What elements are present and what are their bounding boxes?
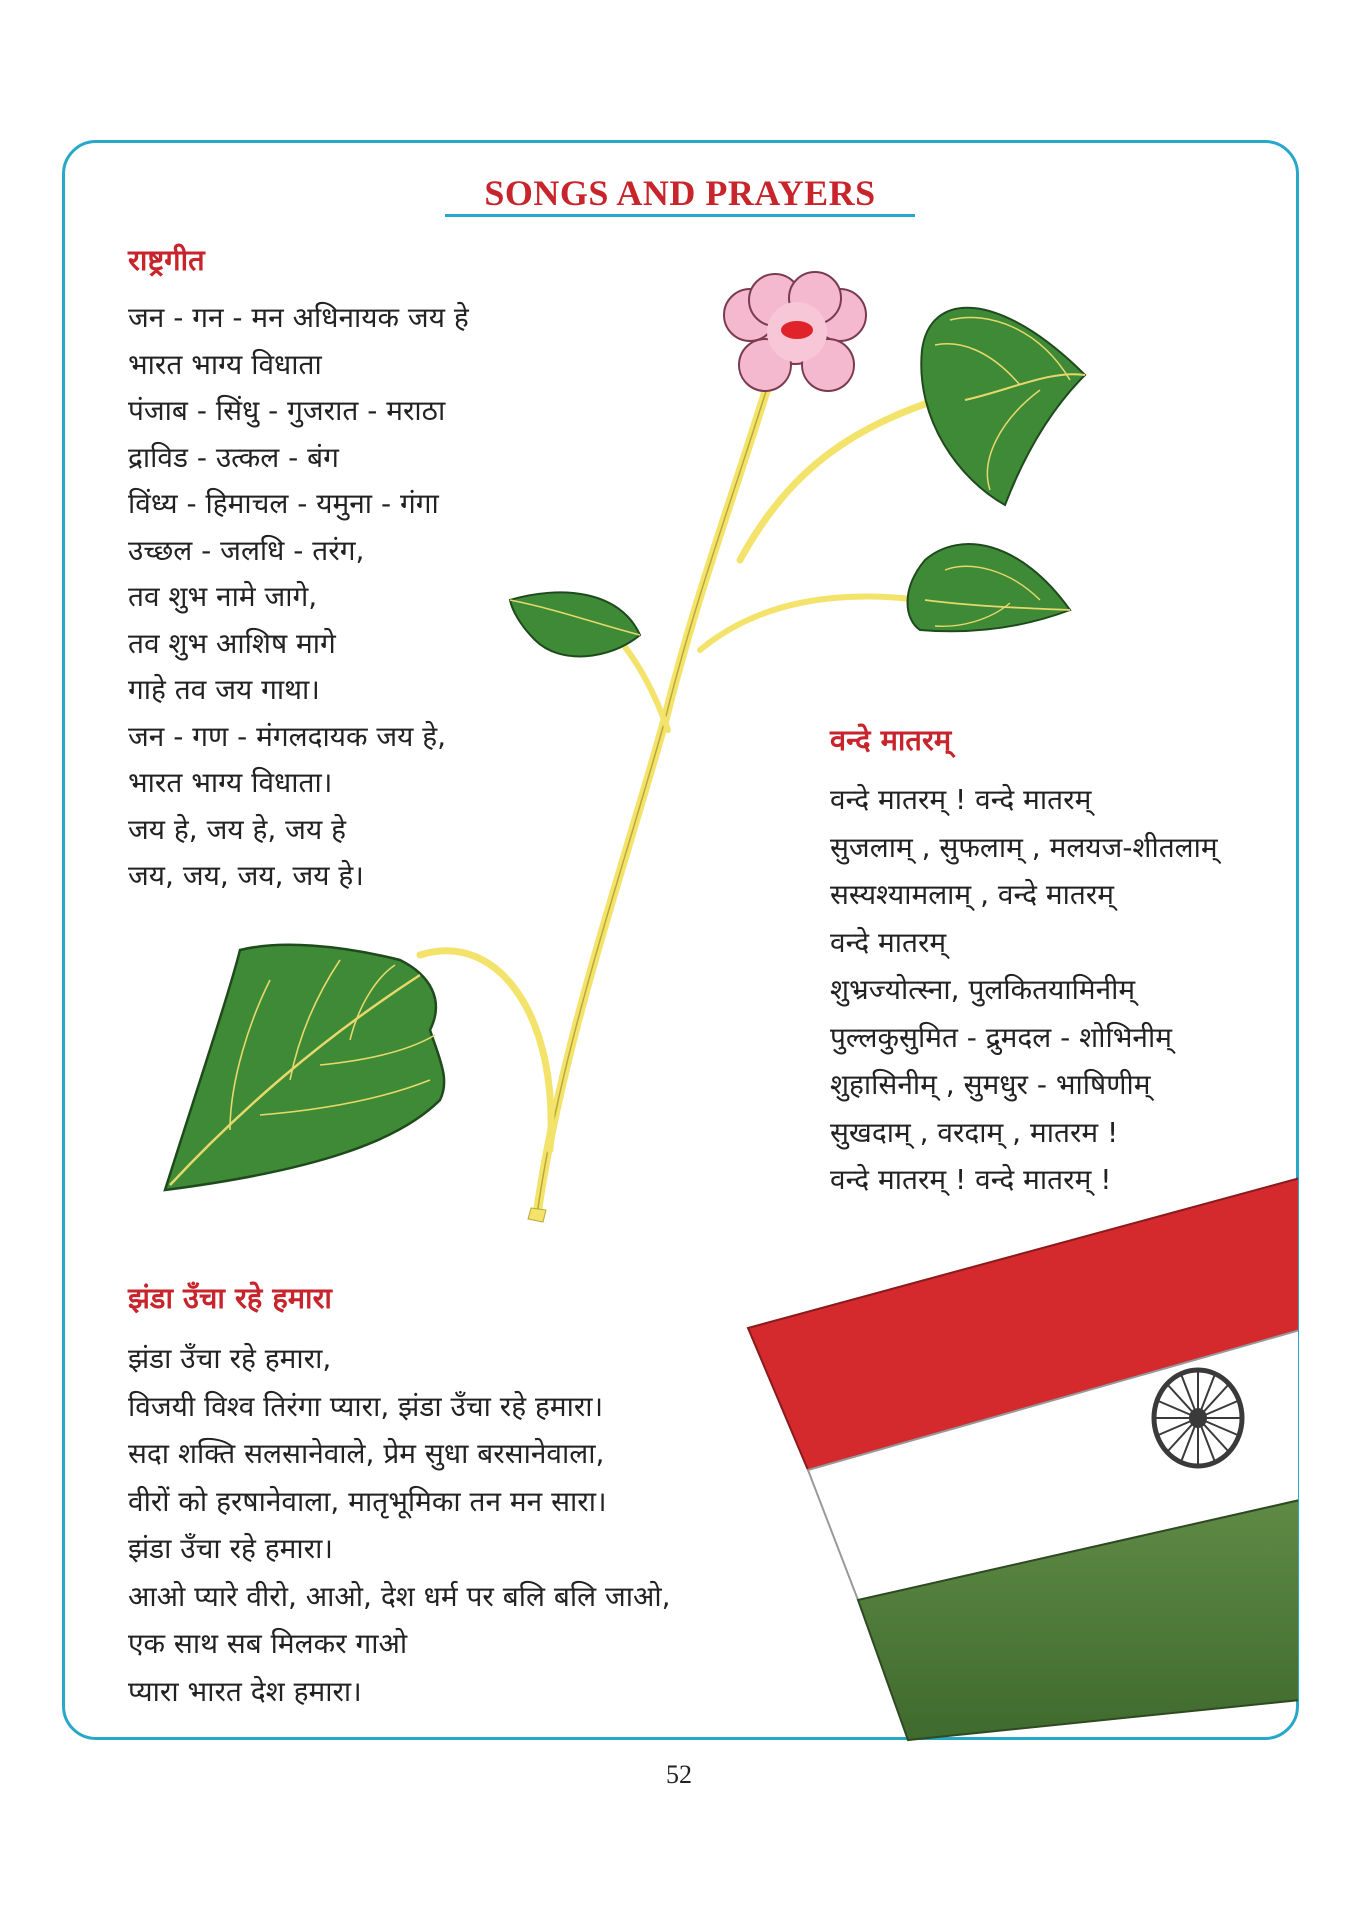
song-line: वन्दे मातरम् ! वन्दे मातरम् ! — [830, 1163, 1112, 1196]
flower-icon — [724, 272, 866, 391]
song-heading-rashtrageet: राष्ट्रगीत — [128, 243, 205, 277]
song-lines-jhanda — [128, 1335, 671, 1715]
song-line: तव शुभ आशिष मागे — [128, 626, 336, 660]
song-line: जन - गन - मन अधिनायक जय हे — [128, 301, 469, 334]
song-line: शुभ्रज्योत्स्ना, पुलकितयामिनीम् — [830, 973, 1136, 1006]
song-line: वन्दे मातरम् ! वन्दे मातरम् — [830, 783, 1092, 816]
song-line: झंडा उँचा रहे हमारा। — [128, 1532, 333, 1565]
song-heading-jhanda: झंडा उँचा रहे हमारा — [128, 1281, 332, 1315]
song-line: भारत भाग्य विधाता। — [128, 766, 333, 799]
song-line: सस्यश्यामलाम् , वन्दे मातरम् — [830, 878, 1115, 911]
song-line: शुहासिनीम् , सुमधुर - भाषिणीम् — [830, 1068, 1151, 1101]
song-line: प्यारा भारत देश हमारा। — [128, 1674, 362, 1708]
page-number: 52 — [666, 1760, 692, 1789]
song-line: झंडा उँचा रहे हमारा, — [128, 1342, 332, 1375]
song-line: पंजाब - सिंधु - गुजरात - मराठा — [128, 394, 446, 427]
indian-flag-illustration — [748, 1178, 1300, 1740]
song-line: विंध्य - हिमाचल - यमुना - गंगा — [128, 487, 439, 520]
song-line: द्राविड - उत्कल - बंग — [128, 440, 339, 474]
song-line: सदा शक्ति सलसानेवाले, प्रेम सुधा बरसानेवाला, — [128, 1437, 605, 1470]
song-lines-vande-mataram — [830, 776, 1218, 1204]
song-heading-vande-mataram: वन्दे मातरम् — [830, 723, 952, 757]
song-line: सुजलाम् , सुफलाम् , मलयज-शीतलाम् — [830, 830, 1218, 864]
song-line: विजयी विश्व तिरंगा प्यारा, झंडा उँचा रहे हमारा। — [128, 1389, 604, 1423]
song-line: आओ प्यारे वीरो, आओ, देश धर्म पर बलि बलि जाओ, — [128, 1579, 671, 1613]
song-line: भारत भाग्य विधाता — [128, 347, 322, 381]
song-line: वीरों को हरषानेवाला, मातृभूमिका तन मन सारा। — [128, 1484, 607, 1518]
ashoka-chakra-icon — [1154, 1370, 1242, 1466]
song-line: एक साथ सब मिलकर गाओ — [128, 1627, 408, 1660]
song-line: वन्दे मातरम् — [830, 925, 947, 959]
song-lines-rashtrageet — [128, 295, 469, 900]
page-title: SONGS AND PRAYERS — [484, 173, 876, 213]
song-line: पुल्लकुसुमित - द्रुमदल - शोभिनीम् — [830, 1020, 1172, 1054]
song-line: जय हे, जय हे, जय हे — [128, 812, 346, 846]
song-line: सुखदाम् , वरदाम् , मातरम ! — [830, 1115, 1119, 1149]
song-line: तव शुभ नामे जागे, — [128, 580, 318, 613]
song-line: गाहे तव जय गाथा। — [128, 673, 320, 706]
song-line: उच्छल - जलधि - तरंग, — [128, 533, 365, 567]
song-line: जय, जय, जय, जय हे। — [128, 859, 364, 892]
song-line: जन - गण - मंगलदायक जय हे, — [128, 719, 447, 753]
